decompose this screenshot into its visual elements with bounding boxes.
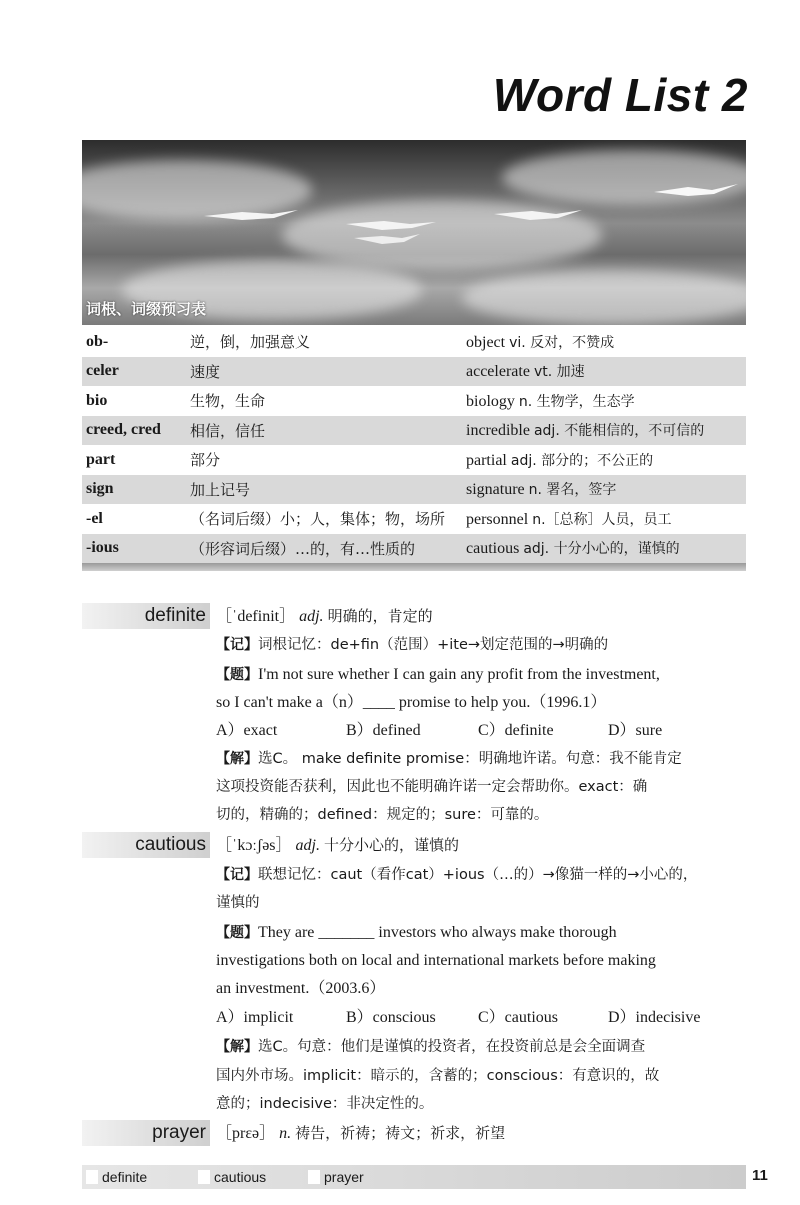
answer-line: 意的；indecisive：非决定性的。: [216, 1096, 434, 1112]
gloss: 祷告，祈祷；祷文；祈求，祈望: [295, 1124, 506, 1142]
phonetic: ［ˈkɔːʃəs］: [216, 837, 292, 854]
entry-header-definite: [216, 603, 433, 630]
option: A）implicit: [216, 1009, 294, 1026]
gloss: 明确的，肯定的: [327, 607, 433, 625]
root-cell: part: [86, 450, 116, 468]
page-title: Word List 2: [492, 69, 748, 121]
meaning-cell: （形容词后缀）…的，有…性质的: [190, 539, 416, 558]
table-row: [82, 357, 746, 387]
part-of-speech: adj.: [295, 837, 320, 854]
swan-icon: [202, 202, 302, 226]
footer-word: prayer: [308, 1168, 364, 1186]
example-definition: vt. 加速: [533, 364, 585, 381]
meaning-cell: 生物，生命: [190, 392, 266, 411]
footer-word: cautious: [198, 1168, 266, 1186]
options-row: [216, 1007, 700, 1029]
table-row: [82, 327, 746, 357]
answer-line: [216, 748, 746, 770]
example-definition: adj. 部分的；不公正的: [510, 452, 654, 469]
option: D）sure: [608, 722, 663, 739]
answer-line: 国内外市场。implicit：暗示的，含蓄的；conscious：有意识的，故: [216, 1068, 660, 1084]
example-word: incredible: [466, 422, 530, 440]
meaning-cell: 逆，倒，加强意义: [190, 333, 311, 352]
example-definition: n.［总称］人员，员工: [532, 511, 672, 528]
example-definition: adj. 不能相信的，不可信的: [533, 423, 705, 440]
meaning-cell: （名词后缀）小；人，集体；物，场所: [190, 510, 446, 529]
example-cell: [462, 327, 746, 357]
question-line: so I can't make a（n）____ promise to help you.（1996.1）: [216, 694, 607, 711]
part-of-speech: adj.: [299, 608, 324, 625]
example-word: object: [466, 333, 506, 351]
memo-text: 词根记忆：de+fin（范围）+ite→划定范围的→明确的: [258, 637, 609, 653]
swan-icon: [652, 178, 742, 202]
options-row: [216, 720, 662, 742]
entry-word-definite: definite: [82, 603, 210, 629]
table-row: [82, 475, 746, 505]
memo-line: 谨慎的: [216, 895, 260, 911]
root-cell: creed, cred: [86, 421, 161, 439]
option: B）defined: [346, 722, 421, 739]
question-line: [216, 664, 746, 686]
example-cell: [462, 475, 746, 505]
answer-text: 选C。句意：他们是谨慎的投资者，在投资前总是会全面调查: [258, 1039, 646, 1055]
banner-image: [82, 140, 746, 325]
gloss: 十分小心的，谨慎的: [324, 836, 460, 854]
example-definition: adj. 十分小心的，谨慎的: [523, 541, 680, 558]
example-definition: vi. 反对，不赞成: [509, 334, 615, 351]
banner-label: 词根、词缀预习表: [86, 300, 207, 318]
question-tag: 【题】: [216, 925, 258, 941]
example-word: personnel: [466, 510, 529, 528]
part-of-speech: n.: [279, 1125, 292, 1142]
phonetic: ［ˈdefinit］: [216, 608, 296, 625]
example-word: signature: [466, 481, 525, 499]
meaning-cell: 部分: [190, 451, 221, 470]
root-cell: bio: [86, 391, 108, 409]
question-text: They are _______ investors who always make thorough: [258, 924, 617, 941]
memo-text: 联想记忆：caut（看作cat）+ious（…的）→像猫一样的→小心的，: [258, 867, 698, 883]
meaning-cell: 速度: [190, 362, 221, 381]
phonetic: ［prɛə］: [216, 1125, 276, 1142]
example-word: biology: [466, 392, 515, 410]
table-row: [82, 386, 746, 416]
page-number: 11: [752, 1167, 768, 1184]
option: C）definite: [478, 722, 554, 739]
root-cell: ob-: [86, 332, 109, 350]
example-cell: [462, 416, 746, 446]
root-cell: -el: [86, 509, 103, 527]
example-cell: [462, 504, 746, 534]
example-cell: [462, 357, 746, 387]
question-line: [216, 922, 746, 944]
example-cell: [462, 386, 746, 416]
memo-line: [216, 864, 746, 886]
root-cell: -ious: [86, 539, 119, 557]
swan-icon: [352, 228, 422, 248]
example-cell: [462, 445, 746, 475]
option: A）exact: [216, 722, 278, 739]
swan-icon: [492, 202, 586, 226]
memo-line: [216, 634, 746, 656]
memo-tag: 【记】: [216, 867, 258, 883]
example-definition: n. 署名，签字: [528, 482, 617, 499]
footer-word: definite: [86, 1168, 147, 1186]
footer-bar: [82, 1165, 746, 1189]
meaning-cell: 加上记号: [190, 480, 251, 499]
example-definition: n. 生物学，生态学: [518, 393, 635, 410]
entry-word-prayer: prayer: [82, 1120, 210, 1146]
question-line: investigations both on local and international markets before making: [216, 952, 656, 969]
roots-table: [82, 327, 746, 563]
example-word: cautious: [466, 540, 520, 558]
example-word: accelerate: [466, 363, 530, 381]
answer-line: 这项投资能否获利，因此也不能明确许诺一定会帮助你。exact：确: [216, 779, 648, 795]
table-row: [82, 504, 746, 534]
table-row: [82, 445, 746, 475]
answer-tag: 【解】: [216, 751, 258, 767]
answer-text: 选C。 make definite promise：明确地许诺。句意：我不能肯定: [258, 751, 682, 767]
entry-word-cautious: cautious: [82, 832, 210, 858]
option: B）conscious: [346, 1009, 436, 1026]
option: C）cautious: [478, 1009, 558, 1026]
entry-header-cautious: [216, 832, 459, 859]
question-text: I'm not sure whether I can gain any profit from the investment,: [258, 666, 660, 683]
question-tag: 【题】: [216, 667, 258, 683]
table-row: [82, 534, 746, 564]
question-line: an investment.（2003.6）: [216, 980, 386, 997]
answer-tag: 【解】: [216, 1039, 258, 1055]
root-cell: celer: [86, 362, 119, 380]
root-cell: sign: [86, 480, 114, 498]
answer-line: 切的，精确的；defined：规定的；sure：可靠的。: [216, 807, 549, 823]
example-word: partial: [466, 451, 507, 469]
example-cell: [462, 534, 746, 564]
memo-tag: 【记】: [216, 637, 258, 653]
table-bottom-bar: [82, 563, 746, 571]
option: D）indecisive: [608, 1009, 701, 1026]
entry-header-prayer: [216, 1120, 505, 1147]
table-row: [82, 416, 746, 446]
meaning-cell: 相信，信任: [190, 421, 266, 440]
answer-line: [216, 1036, 746, 1058]
